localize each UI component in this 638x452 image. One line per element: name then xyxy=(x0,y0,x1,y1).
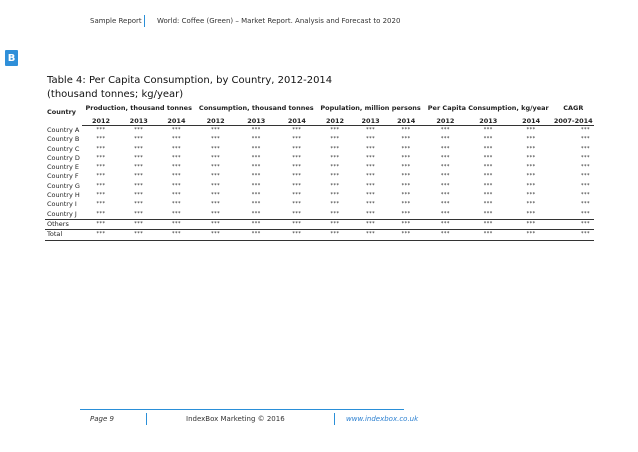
indexbox-logo-badge: B xyxy=(5,50,18,66)
per-capita-year-header: 2012 xyxy=(424,117,467,126)
masked-value-cell: *** xyxy=(171,192,181,199)
masked-value-cell: *** xyxy=(251,201,261,208)
masked-value-cell: *** xyxy=(526,127,536,133)
country-name-cell: Country I xyxy=(47,200,77,209)
masked-value-cell: *** xyxy=(211,164,221,171)
masked-value-cell: *** xyxy=(134,154,144,161)
masked-value-cell: *** xyxy=(581,173,590,180)
masked-value-cell: *** xyxy=(96,192,106,199)
table-row xyxy=(45,163,594,172)
masked-value-cell: *** xyxy=(526,210,536,217)
masked-value-cell: *** xyxy=(401,201,411,208)
masked-value-cell: *** xyxy=(330,164,340,171)
masked-value-cell: *** xyxy=(171,127,181,133)
production-year-header: 2014 xyxy=(158,117,196,126)
consumption-year-header: 2013 xyxy=(236,117,277,126)
country-name-cell: Country G xyxy=(47,181,80,190)
masked-value-cell: *** xyxy=(401,145,411,152)
masked-value-cell: *** xyxy=(526,164,536,171)
masked-value-cell: *** xyxy=(158,230,196,240)
country-name-cell: Country B xyxy=(47,135,80,144)
masked-value-cell: *** xyxy=(353,230,389,240)
masked-value-cell: *** xyxy=(195,230,236,240)
masked-value-cell: *** xyxy=(483,182,493,189)
country-name-cell: Country F xyxy=(47,172,79,181)
report-type-label: Sample Report xyxy=(90,17,142,25)
masked-value-cell: *** xyxy=(440,201,450,208)
masked-value-cell: *** xyxy=(401,210,411,217)
masked-value-cell: *** xyxy=(483,192,493,199)
masked-value-cell: *** xyxy=(195,219,236,229)
masked-value-cell: *** xyxy=(82,230,120,240)
masked-value-cell: *** xyxy=(510,230,553,240)
masked-value-cell: *** xyxy=(440,127,450,133)
masked-value-cell: *** xyxy=(292,192,302,199)
table-row xyxy=(45,154,594,163)
masked-value-cell: *** xyxy=(251,210,261,217)
consumption-year-header: 2012 xyxy=(195,117,236,126)
production-group-header: Production, thousand tonnes xyxy=(85,103,192,112)
consumption-year-header: 2014 xyxy=(277,117,318,126)
header-divider xyxy=(144,15,145,27)
masked-value-cell: *** xyxy=(440,136,450,143)
masked-value-cell: *** xyxy=(292,127,302,133)
table-row xyxy=(45,230,594,240)
masked-value-cell: *** xyxy=(317,219,353,229)
masked-value-cell: *** xyxy=(96,164,106,171)
masked-value-cell: *** xyxy=(211,210,221,217)
masked-value-cell: *** xyxy=(251,154,261,161)
masked-value-cell: *** xyxy=(134,164,144,171)
per-capita-consumption-table xyxy=(45,98,594,241)
masked-value-cell: *** xyxy=(526,173,536,180)
masked-value-cell: *** xyxy=(277,230,318,240)
masked-value-cell: *** xyxy=(292,164,302,171)
masked-value-cell: *** xyxy=(120,219,158,229)
masked-value-cell: *** xyxy=(171,154,181,161)
masked-value-cell: *** xyxy=(82,219,120,229)
page-number: Page 9 xyxy=(90,415,114,423)
masked-value-cell: *** xyxy=(483,154,493,161)
masked-value-cell: *** xyxy=(366,164,376,171)
masked-value-cell: *** xyxy=(251,136,261,143)
masked-value-cell: *** xyxy=(96,154,106,161)
masked-value-cell: *** xyxy=(483,145,493,152)
masked-value-cell: *** xyxy=(366,136,376,143)
masked-value-cell: *** xyxy=(526,136,536,143)
masked-value-cell: *** xyxy=(211,182,221,189)
footer-separator xyxy=(334,413,335,425)
population-group-header: Population, million persons xyxy=(320,103,421,112)
masked-value-cell: *** xyxy=(171,136,181,143)
consumption-group-header: Consumption, thousand tonnes xyxy=(198,103,314,112)
masked-value-cell: *** xyxy=(366,182,376,189)
masked-value-cell: *** xyxy=(134,145,144,152)
masked-value-cell: *** xyxy=(211,136,221,143)
masked-value-cell: *** xyxy=(211,201,221,208)
masked-value-cell: *** xyxy=(120,230,158,240)
masked-value-cell: *** xyxy=(134,192,144,199)
masked-value-cell: *** xyxy=(330,145,340,152)
masked-value-cell: *** xyxy=(581,201,590,208)
table-row xyxy=(45,219,594,229)
masked-value-cell: *** xyxy=(526,201,536,208)
masked-value-cell: *** xyxy=(96,136,106,143)
masked-value-cell: *** xyxy=(330,210,340,217)
masked-value-cell: *** xyxy=(171,173,181,180)
year-header-row xyxy=(45,117,594,126)
masked-value-cell: *** xyxy=(401,164,411,171)
masked-value-cell: *** xyxy=(96,182,106,189)
masked-value-cell: *** xyxy=(401,173,411,180)
masked-value-cell: *** xyxy=(292,210,302,217)
masked-value-cell: *** xyxy=(483,210,493,217)
masked-value-cell: *** xyxy=(581,127,590,133)
masked-value-cell: *** xyxy=(134,201,144,208)
masked-value-cell: *** xyxy=(330,173,340,180)
masked-value-cell: *** xyxy=(483,127,493,133)
masked-value-cell: *** xyxy=(467,230,510,240)
masked-value-cell: *** xyxy=(171,145,181,152)
masked-value-cell: *** xyxy=(483,164,493,171)
masked-value-cell: *** xyxy=(424,219,467,229)
masked-value-cell: *** xyxy=(292,154,302,161)
footer-separator xyxy=(146,413,147,425)
masked-value-cell: *** xyxy=(388,219,424,229)
masked-value-cell: *** xyxy=(292,182,302,189)
cagr-period-header: 2007-2014 xyxy=(553,117,593,125)
country-name-cell: Country C xyxy=(47,144,80,153)
masked-value-cell: *** xyxy=(401,192,411,199)
table-row xyxy=(45,191,594,200)
masked-value-cell: *** xyxy=(330,154,340,161)
table-row xyxy=(45,126,594,136)
masked-value-cell: *** xyxy=(440,210,450,217)
per-capita-year-header: 2013 xyxy=(467,117,510,126)
masked-value-cell: *** xyxy=(134,136,144,143)
copyright-text: IndexBox Marketing © 2016 xyxy=(186,415,285,423)
masked-value-cell: *** xyxy=(483,201,493,208)
masked-value-cell: *** xyxy=(366,210,376,217)
masked-value-cell: *** xyxy=(401,154,411,161)
production-year-header: 2012 xyxy=(82,117,120,126)
table-row xyxy=(45,210,594,220)
masked-value-cell: *** xyxy=(401,136,411,143)
masked-value-cell: *** xyxy=(526,154,536,161)
cagr-group-header: CAGR xyxy=(563,103,584,112)
masked-value-cell: *** xyxy=(366,173,376,180)
population-year-header: 2014 xyxy=(388,117,424,126)
masked-value-cell: *** xyxy=(553,219,594,229)
masked-value-cell: *** xyxy=(292,173,302,180)
masked-value-cell: *** xyxy=(388,230,424,240)
report-title-label: World: Coffee (Green) – Market Report. Analysis and Forecast to 2020 xyxy=(157,17,401,25)
country-name-cell: Country H xyxy=(47,191,80,200)
masked-value-cell: *** xyxy=(510,219,553,229)
country-name-cell: Country A xyxy=(47,125,80,134)
footer-divider xyxy=(80,409,404,410)
masked-value-cell: *** xyxy=(581,192,590,199)
masked-value-cell: *** xyxy=(251,182,261,189)
table-body xyxy=(45,126,594,241)
masked-value-cell: *** xyxy=(581,164,590,171)
masked-value-cell: *** xyxy=(401,182,411,189)
masked-value-cell: *** xyxy=(330,127,340,133)
masked-value-cell: *** xyxy=(440,164,450,171)
table-units: (thousand tonnes; kg/year) xyxy=(47,89,184,100)
masked-value-cell: *** xyxy=(251,164,261,171)
masked-value-cell: *** xyxy=(526,145,536,152)
masked-value-cell: *** xyxy=(211,154,221,161)
masked-value-cell: *** xyxy=(317,230,353,240)
masked-value-cell: *** xyxy=(96,210,106,217)
masked-value-cell: *** xyxy=(581,145,590,152)
masked-value-cell: *** xyxy=(236,230,277,240)
country-name-cell: Country D xyxy=(47,153,80,162)
masked-value-cell: *** xyxy=(134,182,144,189)
masked-value-cell: *** xyxy=(134,127,144,133)
masked-value-cell: *** xyxy=(424,230,467,240)
masked-value-cell: *** xyxy=(366,192,376,199)
population-year-header: 2013 xyxy=(353,117,389,126)
masked-value-cell: *** xyxy=(211,145,221,152)
masked-value-cell: *** xyxy=(330,192,340,199)
masked-value-cell: *** xyxy=(236,219,277,229)
masked-value-cell: *** xyxy=(330,136,340,143)
per-capita-group-header: Per Capita Consumption, kg/year xyxy=(427,103,549,112)
per-capita-year-header: 2014 xyxy=(510,117,553,126)
masked-value-cell: *** xyxy=(553,230,594,240)
website-link[interactable]: www.indexbox.co.uk xyxy=(346,415,419,423)
masked-value-cell: *** xyxy=(171,164,181,171)
masked-value-cell: *** xyxy=(171,201,181,208)
masked-value-cell: *** xyxy=(581,136,590,143)
masked-value-cell: *** xyxy=(581,210,590,217)
table-row xyxy=(45,145,594,154)
masked-value-cell: *** xyxy=(401,127,411,133)
masked-value-cell: *** xyxy=(96,173,106,180)
country-name-cell: Total xyxy=(45,230,82,240)
masked-value-cell: *** xyxy=(366,154,376,161)
table-row xyxy=(45,200,594,209)
masked-value-cell: *** xyxy=(251,173,261,180)
masked-value-cell: *** xyxy=(526,192,536,199)
country-name-cell: Others xyxy=(45,219,82,229)
production-year-header: 2013 xyxy=(120,117,158,126)
country-name-cell: Country J xyxy=(47,209,77,218)
masked-value-cell: *** xyxy=(483,136,493,143)
masked-value-cell: *** xyxy=(440,154,450,161)
country-column-header: Country xyxy=(47,107,77,116)
masked-value-cell: *** xyxy=(440,182,450,189)
masked-value-cell: *** xyxy=(96,201,106,208)
masked-value-cell: *** xyxy=(251,192,261,199)
masked-value-cell: *** xyxy=(483,173,493,180)
masked-value-cell: *** xyxy=(96,127,106,133)
masked-value-cell: *** xyxy=(366,201,376,208)
masked-value-cell: *** xyxy=(211,173,221,180)
masked-value-cell: *** xyxy=(251,127,261,133)
masked-value-cell: *** xyxy=(366,145,376,152)
masked-value-cell: *** xyxy=(330,201,340,208)
country-name-cell: Country E xyxy=(47,163,79,172)
table-title: Table 4: Per Capita Consumption, by Country, 2012-2014 xyxy=(47,75,333,86)
masked-value-cell: *** xyxy=(440,145,450,152)
masked-value-cell: *** xyxy=(292,136,302,143)
masked-value-cell: *** xyxy=(292,145,302,152)
masked-value-cell: *** xyxy=(330,182,340,189)
masked-value-cell: *** xyxy=(211,127,221,133)
masked-value-cell: *** xyxy=(171,182,181,189)
table-row xyxy=(45,172,594,181)
masked-value-cell: *** xyxy=(292,201,302,208)
population-year-header: 2012 xyxy=(317,117,353,126)
masked-value-cell: *** xyxy=(526,182,536,189)
masked-value-cell: *** xyxy=(134,210,144,217)
masked-value-cell: *** xyxy=(366,127,376,133)
table-row xyxy=(45,182,594,191)
masked-value-cell: *** xyxy=(353,219,389,229)
masked-value-cell: *** xyxy=(211,192,221,199)
masked-value-cell: *** xyxy=(171,210,181,217)
masked-value-cell: *** xyxy=(277,219,318,229)
table-row xyxy=(45,135,594,144)
masked-value-cell: *** xyxy=(581,182,590,189)
masked-value-cell: *** xyxy=(251,145,261,152)
masked-value-cell: *** xyxy=(467,219,510,229)
masked-value-cell: *** xyxy=(440,192,450,199)
masked-value-cell: *** xyxy=(158,219,196,229)
masked-value-cell: *** xyxy=(96,145,106,152)
masked-value-cell: *** xyxy=(440,173,450,180)
masked-value-cell: *** xyxy=(581,154,590,161)
masked-value-cell: *** xyxy=(134,173,144,180)
